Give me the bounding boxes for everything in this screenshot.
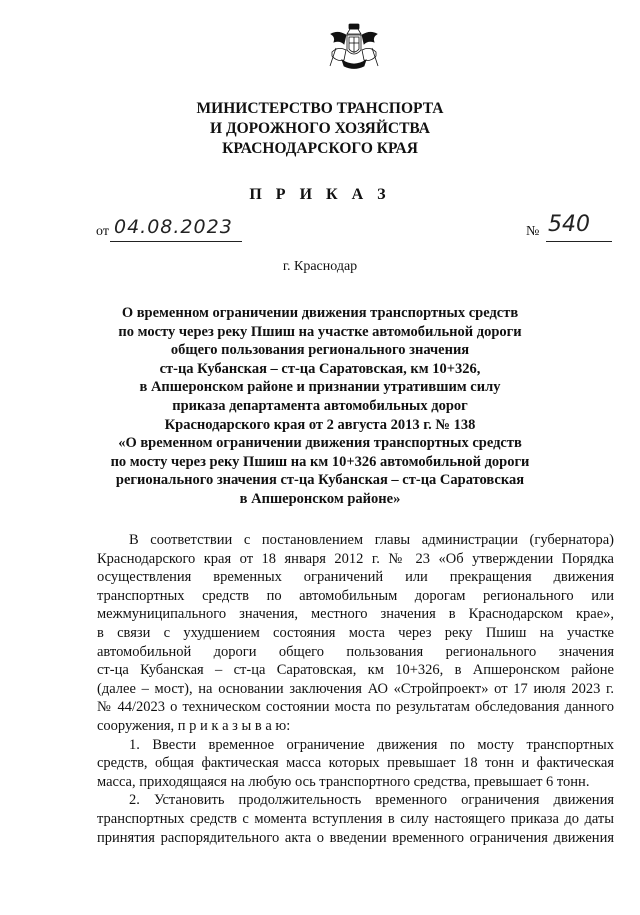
body-line: 1. Ввести временное ограничение движения по мосту транспортных <box>129 736 614 753</box>
body-line: Краснодарского края от 18 января 2012 г. № 23 «Об утверждении Порядка <box>97 550 614 567</box>
body-line: 2. Установить продолжительность временного ограничения движения <box>129 792 614 809</box>
city-line: г. Краснодар <box>282 259 358 274</box>
order-subject <box>0 304 640 509</box>
subject-line: Краснодарского края от 2 августа 2013 г. № 138 <box>164 416 476 433</box>
body-line: средств, общая фактическая масса которых превышает 18 тонн и фактическая <box>97 755 614 772</box>
subject-line: О временном ограничении движения транспортных средств <box>121 305 519 321</box>
number-field <box>526 212 614 242</box>
subject-line: по мосту через реку Пшиш на участке автомобильной дороги <box>118 323 522 340</box>
body-line: № 44/2023 о техническом состоянии моста по результатам обследования данного <box>97 699 614 716</box>
subject-line: «О временном ограничении движения транспортных средств <box>118 435 522 452</box>
body-line: автомобильной дороги общего пользования регионального значения <box>97 643 614 660</box>
body-line: транспортных средств по автомобильным дорогам регионального или <box>97 587 614 604</box>
body-line: сооружения, п р и к а з ы в а ю: <box>97 717 291 734</box>
date-underline <box>110 241 242 242</box>
coat-of-arms-emblem <box>328 22 380 72</box>
body-line: осуществления временных ограничений или прекращения движения <box>97 569 614 586</box>
date-handwritten: 04.08.2023 <box>114 216 233 238</box>
subject-line: в Апшеронском районе и признании утратившим силу <box>139 379 501 396</box>
subject-line: по мосту через реку Пшиш на км 10+326 автомобильной дороги <box>110 453 530 470</box>
subject-line: в Апшеронском районе» <box>239 490 401 507</box>
body-line: В соответствии с постановлением главы администрации (губернатора) <box>129 532 614 548</box>
number-handwritten: 540 <box>548 212 590 237</box>
order-body <box>97 531 614 847</box>
subject-line: общего пользования регионального значения <box>170 342 470 359</box>
date-prefix: от <box>96 224 109 239</box>
date-field <box>96 216 246 242</box>
organization-header <box>0 99 640 159</box>
body-line: в связи с ухудшением состояния моста через реку Пшиш на участке <box>97 624 614 641</box>
organization-line: МИНИСТЕРСТВО ТРАНСПОРТА <box>196 100 444 117</box>
body-line: масса, приходящаяся на любую ось транспортного средства, превышает 6 тонн. <box>97 773 590 790</box>
organization-line: КРАСНОДАРСКОГО КРАЯ <box>222 140 418 157</box>
document-type-title: П Р И К А З <box>249 186 391 203</box>
number-prefix: № <box>526 224 540 239</box>
body-line: принятия распорядительного акта о введении временного ограничения движения <box>97 829 614 846</box>
body-line: транспортных средств с момента вступления в силу настоящего приказа до даты <box>97 810 614 827</box>
subject-line: регионального значения ст-ца Кубанская – ст-ца Саратовская <box>115 472 525 489</box>
subject-line: приказа департамента автомобильных дорог <box>172 397 468 414</box>
body-line: (далее – мост), на основании заключения АО «Стройпроект» от 17 июля 2023 г. <box>97 680 614 697</box>
number-underline <box>546 241 612 242</box>
subject-line: ст-ца Кубанская – ст-ца Саратовская, км 10+326, <box>159 360 481 377</box>
organization-line: И ДОРОЖНОГО ХОЗЯЙСТВА <box>210 120 430 137</box>
body-line: ст-ца Кубанская – ст-ца Саратовская, км 10+326, в Апшеронском районе <box>97 662 614 679</box>
body-line: межмуниципального значения, местного значения в Краснодарском крае», <box>97 606 614 623</box>
